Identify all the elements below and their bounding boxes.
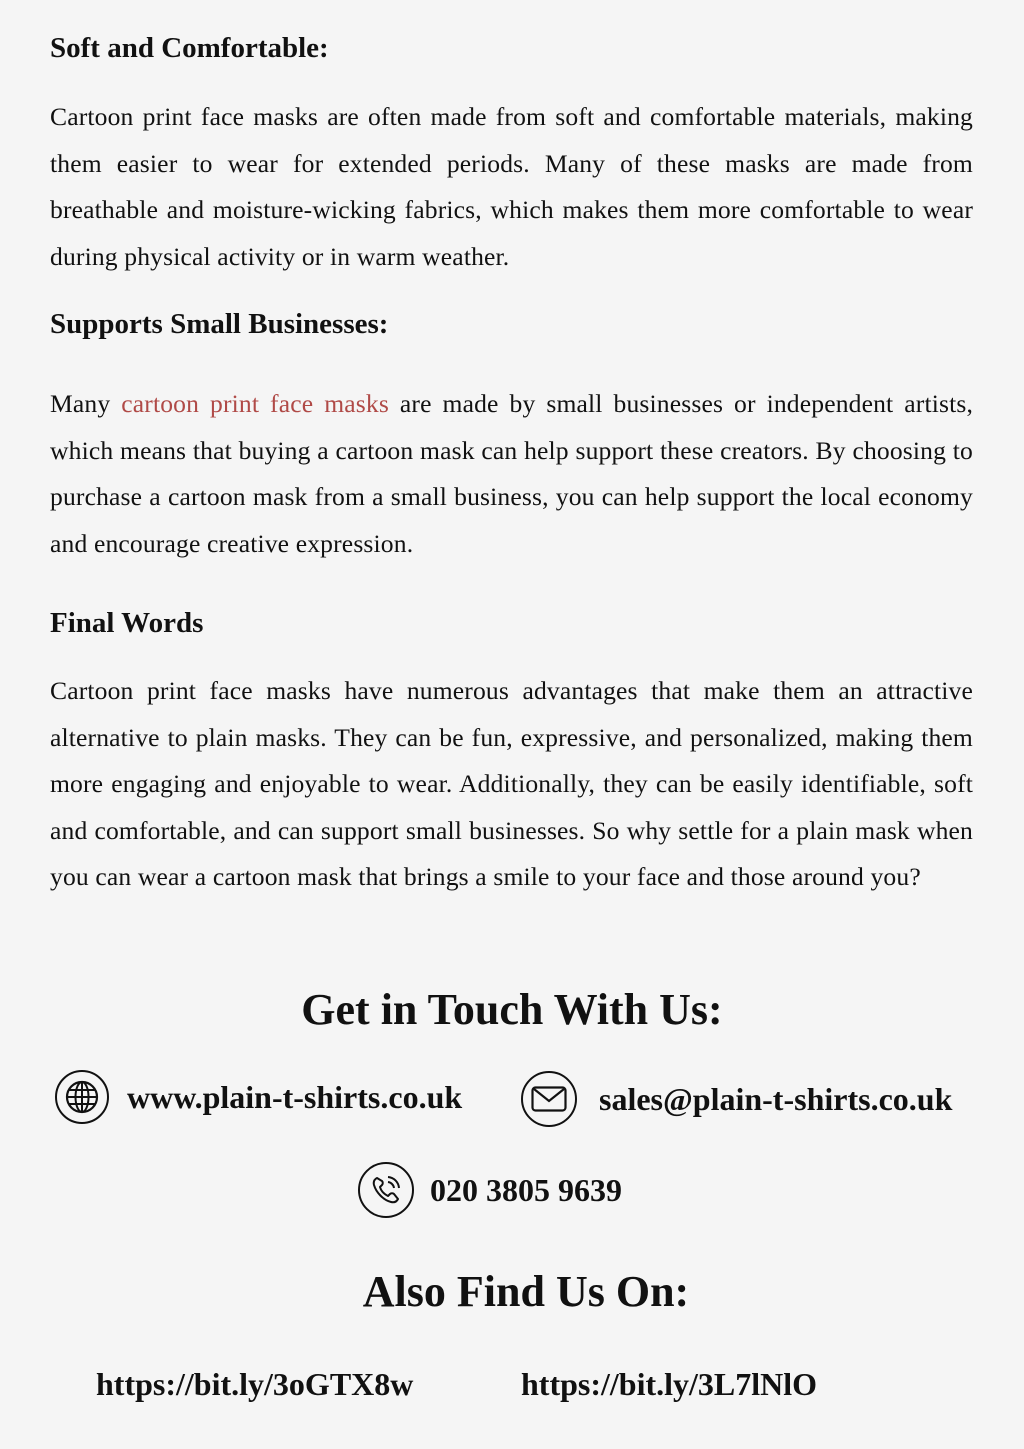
section-body-small-business [50, 381, 973, 567]
cartoon-masks-link[interactable]: cartoon print face masks [121, 389, 389, 418]
email-link[interactable]: sales@plain-t-shirts.co.uk [599, 1080, 953, 1117]
website-contact[interactable] [55, 1070, 462, 1124]
phone-icon [358, 1162, 414, 1218]
social-heading: Also Find Us On: [362, 1267, 690, 1316]
body-prefix: Many [50, 389, 122, 418]
body-suffix: are made by small businesses or independent artists, which means that buying a cartoon mask can help support these creators. By choosing to purchase a cartoon mask from a small business, you can help support the local economy and encourage creative expression. [50, 389, 973, 558]
globe-icon [55, 1070, 109, 1124]
phone-number[interactable]: 020 3805 9639 [430, 1171, 622, 1208]
email-contact[interactable] [521, 1071, 952, 1127]
mail-icon [521, 1071, 577, 1127]
contact-heading: Get in Touch With Us: [301, 985, 723, 1034]
section-body-soft: Cartoon print face masks are often made from soft and comfortable materials, making them easier to wear for extended periods. Many of these masks are made from breathable and moisture-wicking fabrics, which makes them more comfortable to wear during physical activity or in warm weather. [50, 102, 973, 271]
section-title-final: Final Words [50, 607, 204, 639]
section-body-final: Cartoon print face masks have numerous advantages that make them an attractive alternative to plain masks. They can be fun, expressive, and personalized, making them more engaging and enjoyable to wear. Additionally, they can be easily identifiable, soft and comfortable, and can support small businesses. So why settle for a plain mask when you can wear a cartoon mask that brings a smile to your face and those around you? [50, 676, 973, 891]
section-title-soft: Soft and Comfortable: [50, 32, 329, 64]
social-link-1[interactable]: https://bit.ly/3oGTX8w [96, 1366, 414, 1402]
website-link[interactable]: www.plain-t-shirts.co.uk [127, 1078, 463, 1115]
section-title-small-business: Supports Small Businesses: [50, 308, 389, 340]
social-link-2[interactable]: https://bit.ly/3L7lNlO [521, 1366, 818, 1402]
phone-contact[interactable] [358, 1162, 622, 1218]
